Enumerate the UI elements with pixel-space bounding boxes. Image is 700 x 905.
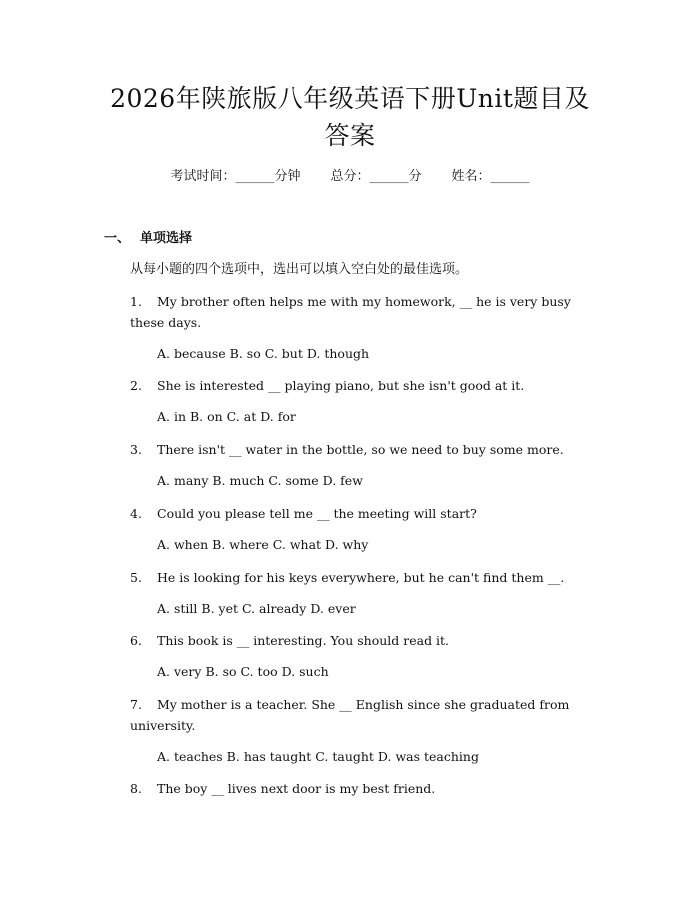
section-number: 一、: [104, 231, 131, 246]
question-number: 5.: [130, 570, 142, 585]
question-number: 3.: [130, 442, 142, 457]
exam-info-line: [0, 167, 700, 187]
question-text: He is looking for his keys everywhere, but he can't find them __.: [157, 570, 565, 585]
document-title: 2026年陕旅版八年级英语下册Unit题目及答案: [110, 84, 590, 150]
question-text: My mother is a teacher. She __ English since she graduated from university.: [130, 697, 570, 733]
question-text: Could you please tell me __ the meeting will start?: [157, 506, 477, 521]
question-number: 1.: [130, 294, 142, 309]
question-text: She is interested __ playing piano, but she isn't good at it.: [157, 378, 525, 393]
question-number: 6.: [130, 633, 142, 648]
question-text: The boy __ lives next door is my best friend.: [157, 781, 436, 796]
exam-time-field: 考试时间：______分钟: [170, 169, 301, 184]
question-item: [104, 694, 599, 736]
question-options: A. many B. much C. some D. few: [157, 473, 363, 488]
student-name-field: 姓名：______: [451, 169, 530, 184]
section-title: 单项选择: [140, 231, 193, 246]
question-text: My brother often helps me with my homework, __ he is very busy these days.: [130, 294, 571, 330]
question-text: There isn't __ water in the bottle, so we need to buy some more.: [157, 442, 564, 457]
question-item: [104, 630, 599, 651]
question-options: A. teaches B. has taught C. taught D. was teaching: [157, 749, 479, 764]
section-instruction: 从每小题的四个选项中，选出可以填入空白处的最佳选项。: [130, 262, 469, 277]
question-options: A. when B. where C. what D. why: [157, 537, 369, 552]
question-number: 4.: [130, 506, 142, 521]
question-item: [104, 375, 599, 396]
question-number: 2.: [130, 378, 142, 393]
question-item: [104, 567, 599, 588]
question-options: A. still B. yet C. already D. ever: [157, 601, 356, 616]
question-options: A. in B. on C. at D. for: [157, 409, 296, 424]
question-item: [104, 778, 599, 799]
question-item: [104, 503, 599, 524]
question-number: 8.: [130, 781, 142, 796]
total-score-field: 总分：______分: [330, 169, 422, 184]
question-options: A. very B. so C. too D. such: [157, 664, 329, 679]
question-item: [104, 439, 599, 460]
question-item: [104, 291, 599, 333]
question-text: This book is __ interesting. You should read it.: [157, 633, 450, 648]
section-heading: [104, 229, 192, 249]
question-number: 7.: [130, 697, 142, 712]
question-options: A. because B. so C. but D. though: [157, 346, 370, 361]
